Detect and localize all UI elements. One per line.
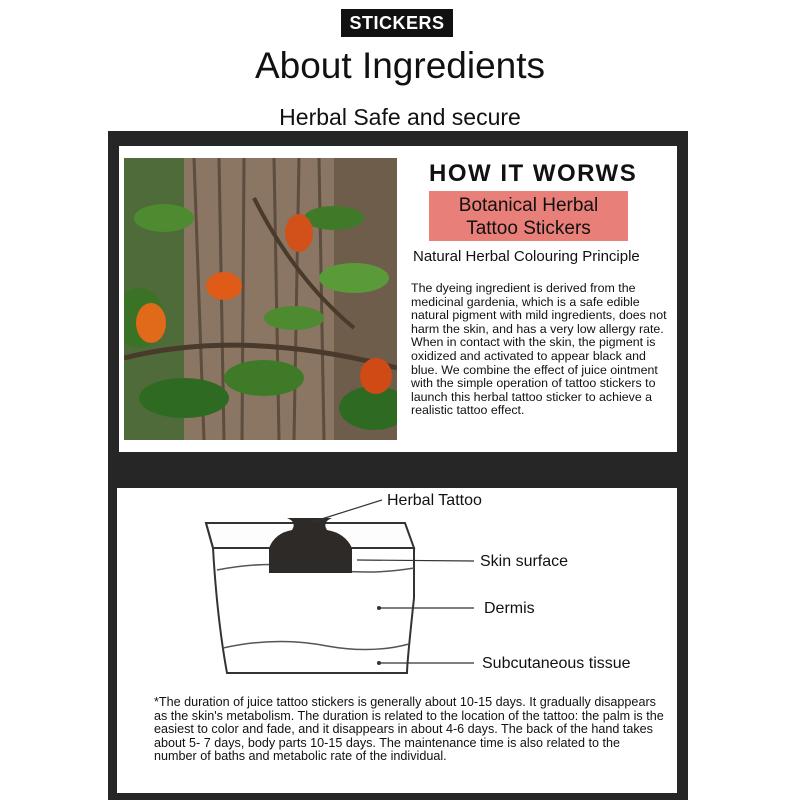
stickers-badge: STICKERS xyxy=(341,9,453,37)
principle-heading: Natural Herbal Colouring Principle xyxy=(413,248,640,265)
gardenia-photo xyxy=(124,158,397,440)
duration-note: *The duration of juice tattoo stickers is generally about 10-15 days. It gradually disappears as the skin's metabolism. The duration is related to the location of the tattoo: the palm is the easiest to color and fade, and it disappears in about 4-6 days. The back of the hand takes about 5- 7 days, body parts 10-15 days. The maintenance time is also related to the number of baths and metabolic rate of the individual. xyxy=(154,695,664,764)
how-it-works-panel xyxy=(119,146,677,452)
product-line-2: Tattoo Stickers xyxy=(466,218,591,239)
page-subtitle: Herbal Safe and secure xyxy=(279,104,521,130)
page-title: About Ingredients xyxy=(254,45,546,86)
how-it-works-heading: HOW IT WORWS xyxy=(429,160,638,187)
dermis-label: Dermis xyxy=(484,600,535,617)
skin-surface-label: Skin surface xyxy=(480,553,569,570)
subcutaneous-label: Subcutaneous tissue xyxy=(482,655,631,672)
principle-description: The dyeing ingredient is derived from the medicinal gardenia, which is a safe edible natural pigment with mild ingredients, does not harm the skin, and has a very low allergy rate. When in contact with the skin, the pigment is oxidized and activated to appear black and blue. We combine the effect of juice ointment with the simple operation of tattoo stickers to launch this herbal tattoo sticker to achieve a realistic tattoo effect. xyxy=(411,281,667,418)
skin-diagram-panel xyxy=(117,488,677,793)
product-line-1: Botanical Herbal xyxy=(458,195,599,216)
herbal-tattoo-label: Herbal Tattoo xyxy=(387,492,482,509)
product-name-box xyxy=(429,191,628,241)
